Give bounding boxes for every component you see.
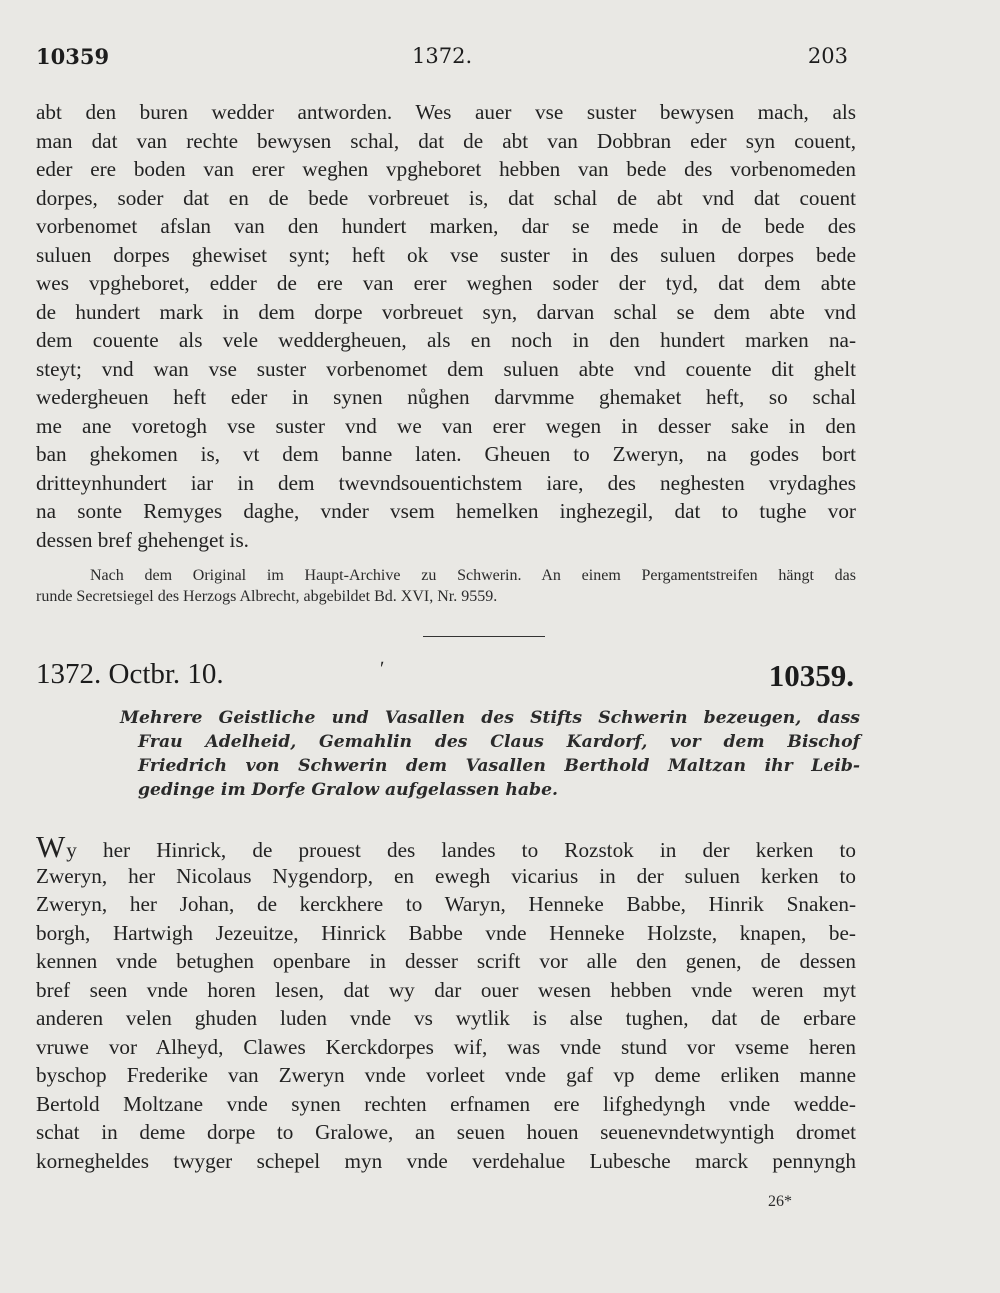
text-line: bref seen vnde horen lesen, dat wy dar ouer wesen hebben vnde weren myt bbox=[36, 977, 856, 1002]
entry-heading bbox=[36, 658, 854, 698]
first-line-text: y her Hinrick, de prouest des landes to Rozstok in der kerken to bbox=[66, 838, 856, 862]
text-line: me ane voretogh vse suster vnd we van erer wegen in desser sake in den bbox=[36, 413, 856, 438]
entry-date: 1372. Octbr. 10. bbox=[36, 658, 224, 690]
text-line: na sonte Remyges daghe, vnder vsem hemelken inghezegil, dat to tughe vor bbox=[36, 499, 856, 523]
summary-line: Frau Adelheid, Gemahlin des Claus Kardorf, vor dem Bischof bbox=[138, 732, 860, 752]
summary-line: Friedrich von Schwerin dem Vasallen Berthold Maltzan ihr Leib- bbox=[138, 756, 860, 776]
text-line: borgh, Hartwigh Jezeuitze, Hinrick Babbe vnde Henneke Holzste, knapen, be- bbox=[36, 920, 856, 945]
note-line: runde Secretsiegel des Herzogs Albrecht, abgebildet Bd. XVI, Nr. 9559. bbox=[36, 588, 498, 605]
text-line: abt den buren wedder antworden. Wes auer vse suster bewysen mach, als bbox=[36, 100, 856, 124]
source-note bbox=[36, 565, 856, 607]
text-line: vorbenomet afslan van den hundert marken, dar se mede in de bede des bbox=[36, 214, 856, 238]
summary-line: gedinge im Dorfe Gralow aufgelassen habe. bbox=[138, 780, 558, 800]
text-line: kennen vnde betughen openbare in desser scrift vor alle den genen, de dessen bbox=[36, 949, 856, 973]
section-divider bbox=[423, 636, 545, 637]
summary-line: Mehrere Geistliche und Vasallen des Stifts Schwerin bezeugen, dass bbox=[120, 708, 860, 728]
text-line: de hundert mark in dem dorpe vorbreuet syn, darvan schal se dem abte vnd bbox=[36, 299, 856, 324]
note-line: Nach dem Original im Haupt-Archive zu Schwerin. An einem Pergamentstreifen hängt das bbox=[90, 567, 856, 584]
entry-number: 10359. bbox=[768, 658, 854, 693]
text-line: byschop Frederike van Zweryn vnde vorleet vnde gaf vp deme erliken manne bbox=[36, 1063, 856, 1087]
text-line: vruwe vor Alheyd, Clawes Kerckdorpes wif, was vnde stund vor vseme heren bbox=[36, 1034, 856, 1059]
text-line: steyt; vnd wan vse suster vorbenomet dem suluen abte vnd couente dit ghelt bbox=[36, 356, 856, 381]
running-head-year: 1372. bbox=[412, 44, 473, 68]
text-line: Zweryn, her Johan, de kerckhere to Waryn, Henneke Babbe, Hinrik Snaken- bbox=[36, 892, 856, 916]
text-line bbox=[36, 829, 856, 864]
text-line: ban ghekomen is, vt dem banne laten. Gheuen to Zweryn, na godes bort bbox=[36, 442, 856, 466]
text-line: Bertold Moltzane vnde synen rechten erfnamen ere lifghedyngh vnde wedde- bbox=[36, 1091, 856, 1116]
running-head-page-number: 203 bbox=[807, 44, 848, 68]
text-line: dritteynhundert iar in dem twevndsouentichstem iare, des neghesten vrydaghes bbox=[36, 470, 856, 495]
entry-summary bbox=[120, 706, 860, 802]
continuation-text bbox=[36, 98, 856, 554]
text-line: schat in deme dorpe to Gralowe, an seuen houen seuenevndetwyntigh dromet bbox=[36, 1120, 856, 1144]
text-line: wes vpgheboret, edder de ere van erer weghen soder der tyd, dat dem abte bbox=[36, 271, 856, 295]
charter-text bbox=[36, 829, 856, 1175]
text-line: Zweryn, her Nicolaus Nygendorp, en ewegh vicarius in der suluen kerken to bbox=[36, 863, 856, 888]
text-line: dessen bref ghehenget is. bbox=[36, 527, 249, 552]
text-line: dem couente als vele weddergheuen, als en noch in den hundert marken na- bbox=[36, 328, 856, 352]
running-head bbox=[36, 44, 848, 74]
entry-tick-mark: ʹ bbox=[380, 658, 385, 680]
signature-mark: 26* bbox=[768, 1193, 792, 1210]
text-line: anderen velen ghuden luden vnde vs wytlik is alse tughen, dat de erbare bbox=[36, 1006, 856, 1030]
running-head-document-number: 10359 bbox=[36, 44, 110, 69]
text-line: suluen dorpes ghewiset synt; heft ok vse suster in des suluen dorpes bede bbox=[36, 242, 856, 267]
text-line: man dat van rechte bewysen schal, dat de abt van Dobbran eder syn couent, bbox=[36, 128, 856, 153]
text-line: wedergheuen heft eder in synen nůghen darvmme ghemaket heft, so schal bbox=[36, 385, 856, 409]
initial-letter: W bbox=[36, 829, 66, 864]
text-line: dorpes, soder dat en de bede vorbreuet is, dat schal de abt vnd dat couent bbox=[36, 185, 856, 210]
text-line: eder ere boden van erer weghen vpgheboret hebben van bede des vorbenomeden bbox=[36, 157, 856, 181]
text-line: kornegheldes twyger schepel myn vnde verdehalue Lubesche marck pennyngh bbox=[36, 1148, 856, 1173]
